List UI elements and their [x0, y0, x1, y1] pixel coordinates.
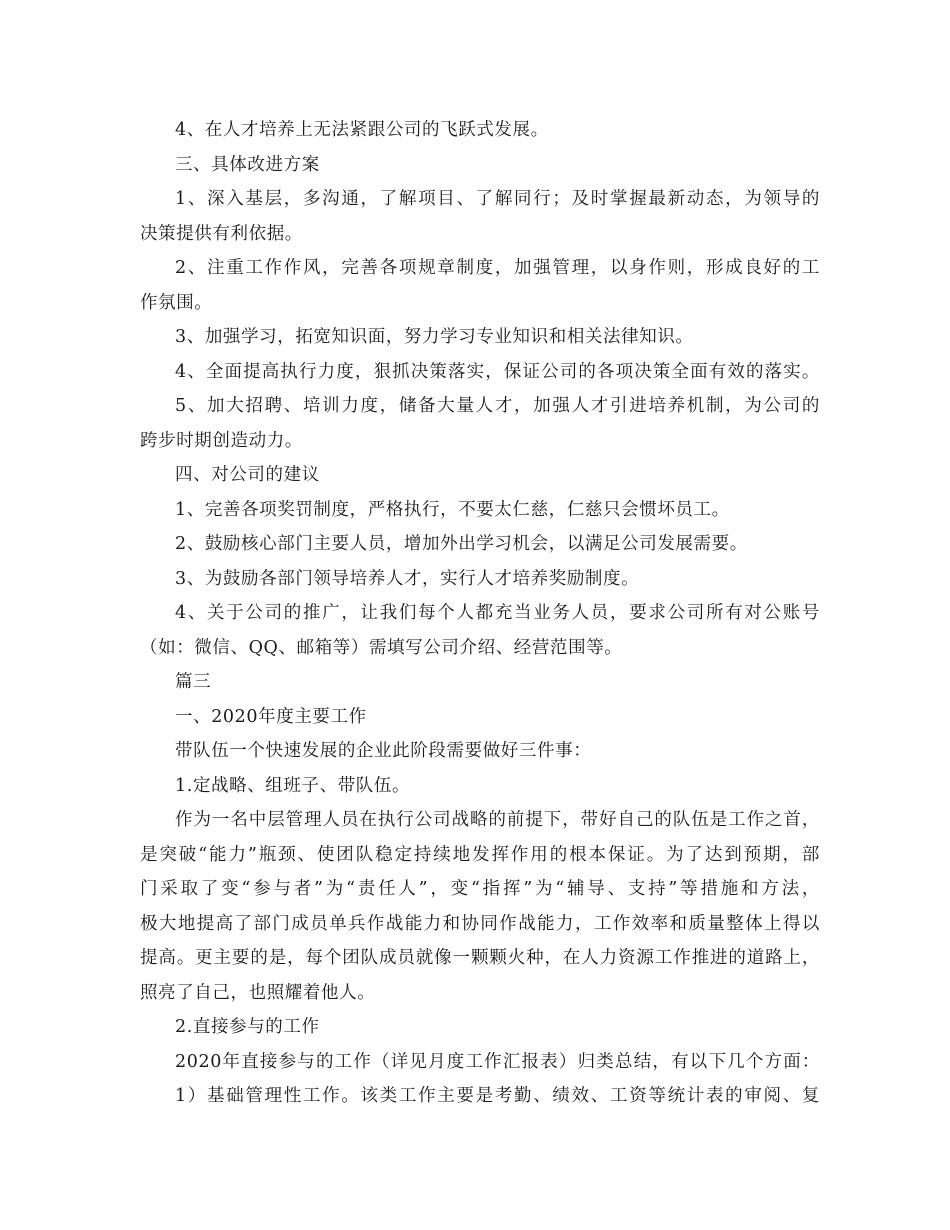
text-line: 提高。更主要的是，每个团队成员就像一颗颗火种，在人力资源工作推进的道路上， [140, 948, 820, 968]
text-line: 一、2020年度主要工作 [175, 706, 367, 727]
text-line: 5、加大招聘、培训力度，储备大量人才，加强人才引进培养机制，为公司的 [175, 396, 820, 416]
text-line: 1.定战略、组班子、带队伍。 [175, 775, 411, 796]
text-line: 4、关于公司的推广，让我们每个人都充当业务人员，要求公司所有对公账号 [175, 603, 820, 623]
text-line: 4、全面提高执行力度，狠抓决策落实，保证公司的各项决策全面有效的落实。 [175, 361, 820, 382]
text-line: 2.直接参与的工作 [175, 1017, 320, 1037]
text-line: 2020年直接参与的工作（详见月度工作汇报表）归类总结，有以下几个方面： [175, 1051, 820, 1072]
text-line: 带队伍一个快速发展的企业此阶段需要做好三件事： [175, 741, 592, 761]
text-line: 1、深入基层，多沟通，了解项目、了解同行；及时掌握最新动态，为领导的 [175, 189, 820, 209]
text-line: 2、鼓励核心部门主要人员，增加外出学习机会，以满足公司发展需要。 [175, 534, 748, 554]
text-line: 作氛围。 [140, 292, 213, 313]
text-line: 1、完善各项奖罚制度，严格执行，不要太仁慈，仁慈只会惯坏员工。 [175, 499, 730, 520]
text-line: 决策提供有利依据。 [140, 223, 303, 244]
text-line: 1）基础管理性工作。该类工作主要是考勤、绩效、工资等统计表的审阅、复 [175, 1086, 820, 1106]
text-line: 是突破“能力”瓶颈、使团队稳定持续地发挥作用的根本保证。为了达到预期，部 [140, 844, 820, 865]
text-line: 篇三 [175, 672, 212, 692]
text-line: 2、注重工作作风，完善各项规章制度，加强管理，以身作则，形成良好的工 [175, 258, 820, 278]
text-line: 三、具体改进方案 [175, 154, 320, 175]
text-line: 3、为鼓励各部门领导培养人才，实行人才培养奖励制度。 [175, 568, 640, 589]
text-line: 3、加强学习，拓宽知识面，努力学习专业知识和相关法律知识。 [175, 327, 694, 347]
text-line: 作为一名中层管理人员在执行公司战略的前提下，带好自己的队伍是工作之首， [175, 810, 820, 830]
text-line: 4、在人才培养上无法紧跟公司的飞跃式发展。 [175, 120, 549, 140]
text-line: （如：微信、QQ、邮箱等）需填写公司介绍、经营范围等。 [140, 637, 623, 658]
text-line: 门采取了变“参与者”为“责任人”，变“指挥”为“辅导、支持”等措施和方法， [140, 879, 820, 899]
text-line: 四、对公司的建议 [175, 465, 320, 485]
text-line: 跨步时期创造动力。 [140, 430, 303, 451]
text-line: 照亮了自己，也照耀着他人。 [140, 982, 376, 1003]
text-line: 极大地提高了部门成员单兵作战能力和协同作战能力，工作效率和质量整体上得以 [140, 913, 820, 934]
document-page [140, 113, 820, 1114]
